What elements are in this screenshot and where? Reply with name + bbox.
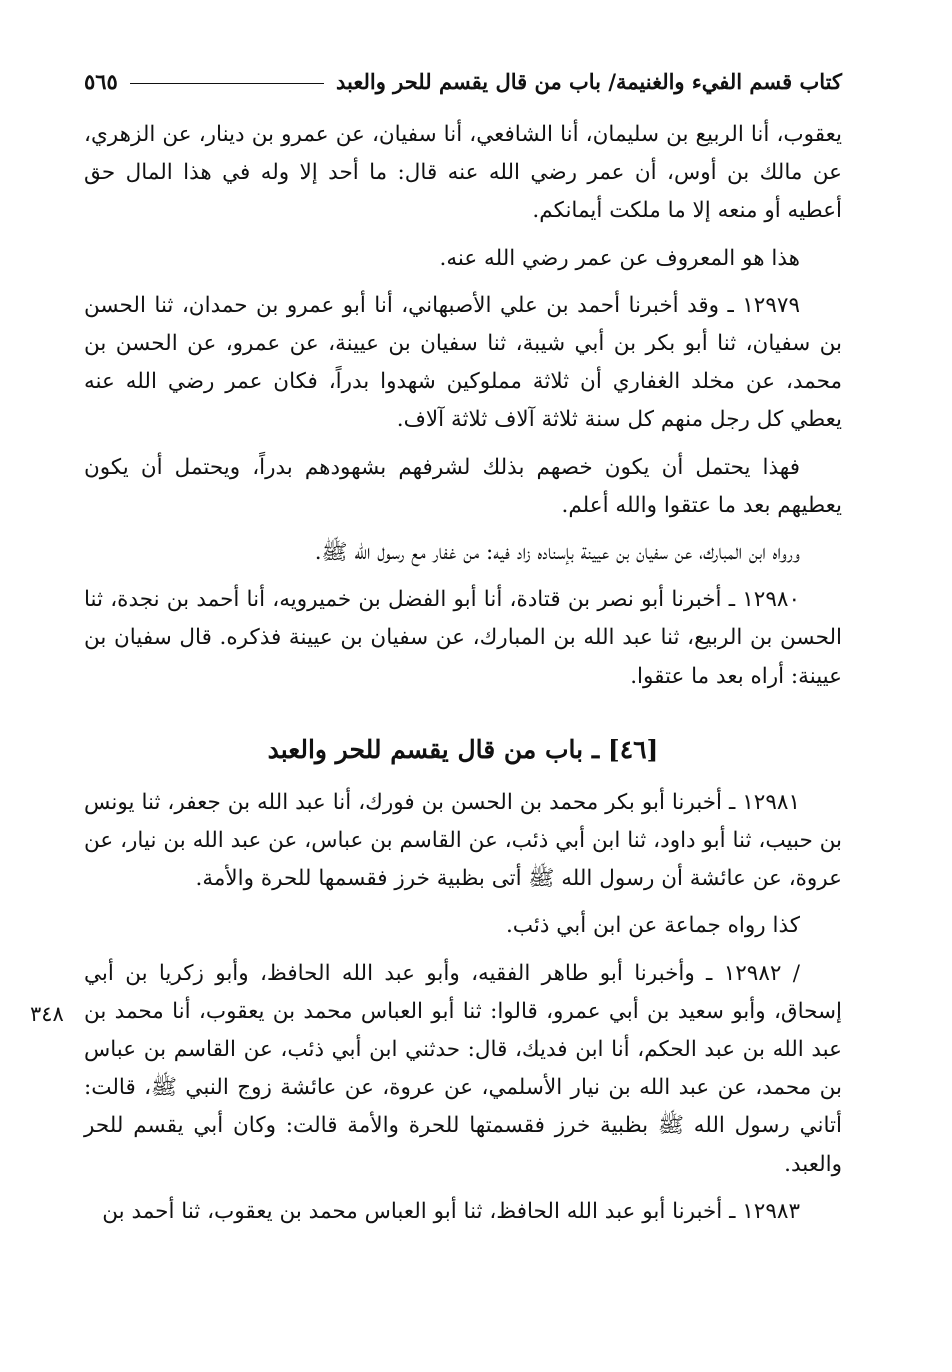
header-rule (130, 83, 324, 84)
paragraph: ١٢٩٨٣ ـ أخبرنا أبو عبد الله الحافظ، ثنا أبو العباس محمد بن يعقوب، ثنا أحمد بن (102, 1198, 800, 1224)
chapter-heading: [٤٦] ـ باب من قال يقسم للحر والعبد (267, 734, 659, 764)
margin-page-reference: ٣٤٨ (30, 1002, 64, 1026)
paragraph: ١٢٩٨١ ـ أخبرنا أبو بكر محمد بن الحسن بن فورك، أنا عبد الله بن جعفر، ثنا يونس بن حبيب، ثنا أبو داود، ثنا ابن أبي ذئب، عن القاسم بن عباس، عن عبد الله بن نيار، عن عروة، عن عائشة أن رسول الله ﷺ أتى بظبية خرز فقسمها للحرة والأمة. (84, 789, 842, 892)
paragraph: هذا هو المعروف عن عمر رضي الله عنه. (439, 245, 800, 271)
page-number: ٥٦٥ (84, 68, 118, 94)
paragraph: ١٢٩٧٩ ـ وقد أخبرنا أحمد بن علي الأصبهاني، أنا أبو عمرو بن حمدان، ثنا الحسن بن سفيان، ثنا أبو بكر بن أبي شيبة، ثنا سفيان بن عيينة، عن عمرو، عن الحسن بن محمد، عن مخلد الغفاري أن ثلاثة مملوكين شهدوا بدراً، فكان عمر رضي الله عنه يعطي كل رجل منهم كل سنة ثلاثة آلاف ثلاثة آلاف. (84, 292, 842, 433)
paragraphs-after-chapter (84, 784, 842, 1231)
paragraph: ورواه ابن المبارك، عن سفيان بن عيينة بإسناده زاد فيه: من غفار مع رسول الله ﷺ. (314, 540, 800, 566)
paragraph: فهذا يحتمل أن يكون خصهم بذلك لشرفهم بشهودهم بدراً، ويحتمل أن يكون يعطيهم بعد ما عتقوا والله أعلم. (84, 454, 842, 518)
running-header (84, 66, 842, 96)
paragraph: ١٢٩٨٠ ـ أخبرنا أبو نصر بن قتادة، أنا أبو الفضل بن خميرويه، أنا أحمد بن نجدة، ثنا الحسن بن الربيع، ثنا عبد الله بن المبارك، عن سفيان بن عيينة فذكره. قال سفيان بن عيينة: أراه بعد ما عتقوا. (84, 587, 842, 689)
header-title: كتاب قسم الفيء والغنيمة/ باب من قال يقسم للحر والعبد (335, 68, 842, 94)
paragraphs-before-chapter (84, 116, 842, 696)
paragraph: يعقوب، أنا الربيع بن سليمان، أنا الشافعي، أنا سفيان، عن عمرو بن دينار، عن الزهري، عن مالك بن أوس، أن عمر رضي الله عنه قال: ما أحد إلا وله في هذا المال حق أعطيه أو منعه إلا ما ملكت أيمانكم. (84, 122, 842, 224)
page-body (84, 116, 842, 1240)
paragraph: / ١٢٩٨٢ ـ وأخبرنا أبو طاهر الفقيه، وأبو عبد الله الحافظ، وأبو زكريا بن أبي إسحاق، وأبو سعيد بن أبي عمرو، قالوا: ثنا أبو العباس محمد بن يعقوب، أنا محمد بن عبد الله بن عبد الحكم، أنا ابن فديك، قال: حدثني ابن أبي ذئب، عن القاسم بن عباس بن محمد، عن عبد الله بن نيار الأسلمي، عن عروة، عن عائشة زوج النبي ﷺ، قالت: أتاني رسول الله ﷺ بظبية خرز فقسمتها للحرة والأمة قالت: وكان أبي يقسم للحر والعبد. (84, 960, 842, 1177)
paragraph: كذا رواه جماعة عن ابن أبي ذئب. (505, 913, 800, 939)
